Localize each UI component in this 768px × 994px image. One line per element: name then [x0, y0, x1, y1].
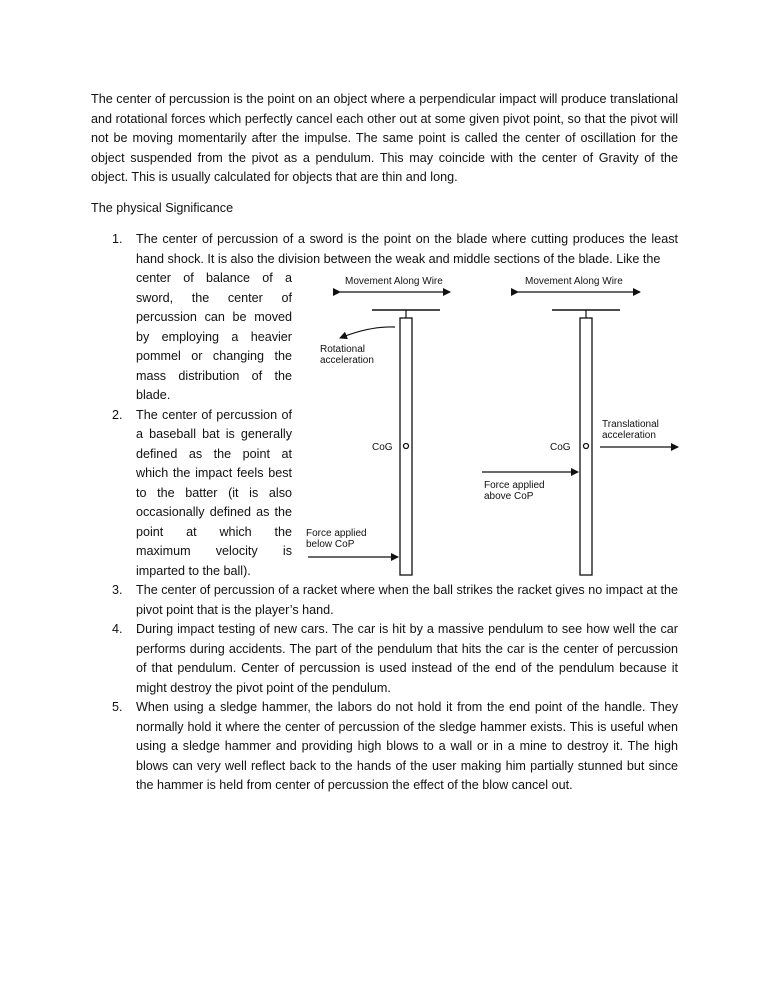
list-item-text: During impact testing of new cars. The car is hit by a massive pendulum to see how well the car performs during accidents. The part of the pendulum that hits the car is the center of percussion of that pendulum. Center of percussion is used instead of the end of the pendulum because it might destroy the pivot point of the pendulum. — [136, 622, 678, 695]
list-item-3 — [91, 581, 678, 620]
list-number: 5. — [112, 700, 123, 714]
force-above-label-1: Force applied — [484, 480, 545, 491]
list-item-text: The center of percussion of a sword is the point on the blade where cutting produces the least hand shock. It is also the division between the weak and middle sections of the blade. Like the — [136, 232, 678, 266]
pendulum-diagram — [300, 268, 690, 580]
list-item-text: When using a sledge hammer, the labors do not hold it from the end point of the handle. They normally hold it where the center of percussion of the sledge hammer exists. This is useful when using a sledge hammer and providing high blows to a wall or in a mine to destroy it. The high blows can very well reflect back to the hands of the user making him partially stunned but since the hammer is held from center of percussion the effect of the blow cancel out. — [136, 700, 678, 792]
translational-label-1: Translational — [602, 419, 659, 430]
list-number: 2. — [112, 407, 123, 422]
rotational-label-1: Rotational — [320, 344, 366, 355]
right-pendulum — [482, 276, 678, 575]
translational-label-2: acceleration — [602, 430, 656, 441]
left-bar — [400, 318, 412, 575]
list-item-5 — [91, 698, 678, 796]
force-below-label-2: below CoP — [306, 539, 355, 550]
left-cog-marker — [404, 444, 409, 449]
intro-paragraph: The center of percussion is the point on an object where a perpendicular impact will produce translational and rotational forces which perfectly cancel each other out at some given pivot point, so that the pivot will not be moving momentarily after the impulse. The same point is called the center of oscillation for the object suspended from the pivot as a pendulum. This may coincide with the center of Gravity of the object. This is usually calculated for objects that are thin and long. — [91, 92, 678, 184]
left-cog-label: CoG — [372, 442, 393, 453]
right-cog-label: CoG — [550, 442, 571, 453]
left-movement-label: Movement Along Wire — [345, 276, 443, 287]
right-bar — [580, 318, 592, 575]
pendulum-diagram-svg — [300, 268, 690, 580]
rotational-label-2: acceleration — [320, 355, 374, 366]
right-cog-marker — [584, 444, 589, 449]
right-movement-label: Movement Along Wire — [525, 276, 623, 287]
list-number: 1. — [112, 232, 123, 246]
list-number: 4. — [112, 622, 123, 636]
section-heading: The physical Significance — [91, 201, 234, 215]
rotational-arrow-icon — [340, 327, 395, 338]
list-item-text: The center of percussion of a racket where when the ball strikes the racket gives no impact at the pivot point that is the player’s hand. — [136, 583, 678, 617]
list-item-4 — [91, 620, 678, 698]
list-number: 3. — [112, 583, 123, 597]
force-below-label-1: Force applied — [306, 528, 367, 539]
list-item-text-narrow: The center of percussion of a baseball bat is generally defined as the point at which the impact feels best to the batter (it is also occasionally defined as the point at which the maximum velocity is imparted to the ball). — [136, 407, 292, 578]
force-above-label-2: above CoP — [484, 491, 534, 502]
list-item-text-narrow: center of balance of a sword, the center of percussion can be moved by employing a heavier pommel or changing the mass distribution of the blade. — [136, 271, 292, 402]
left-pendulum — [306, 276, 450, 575]
